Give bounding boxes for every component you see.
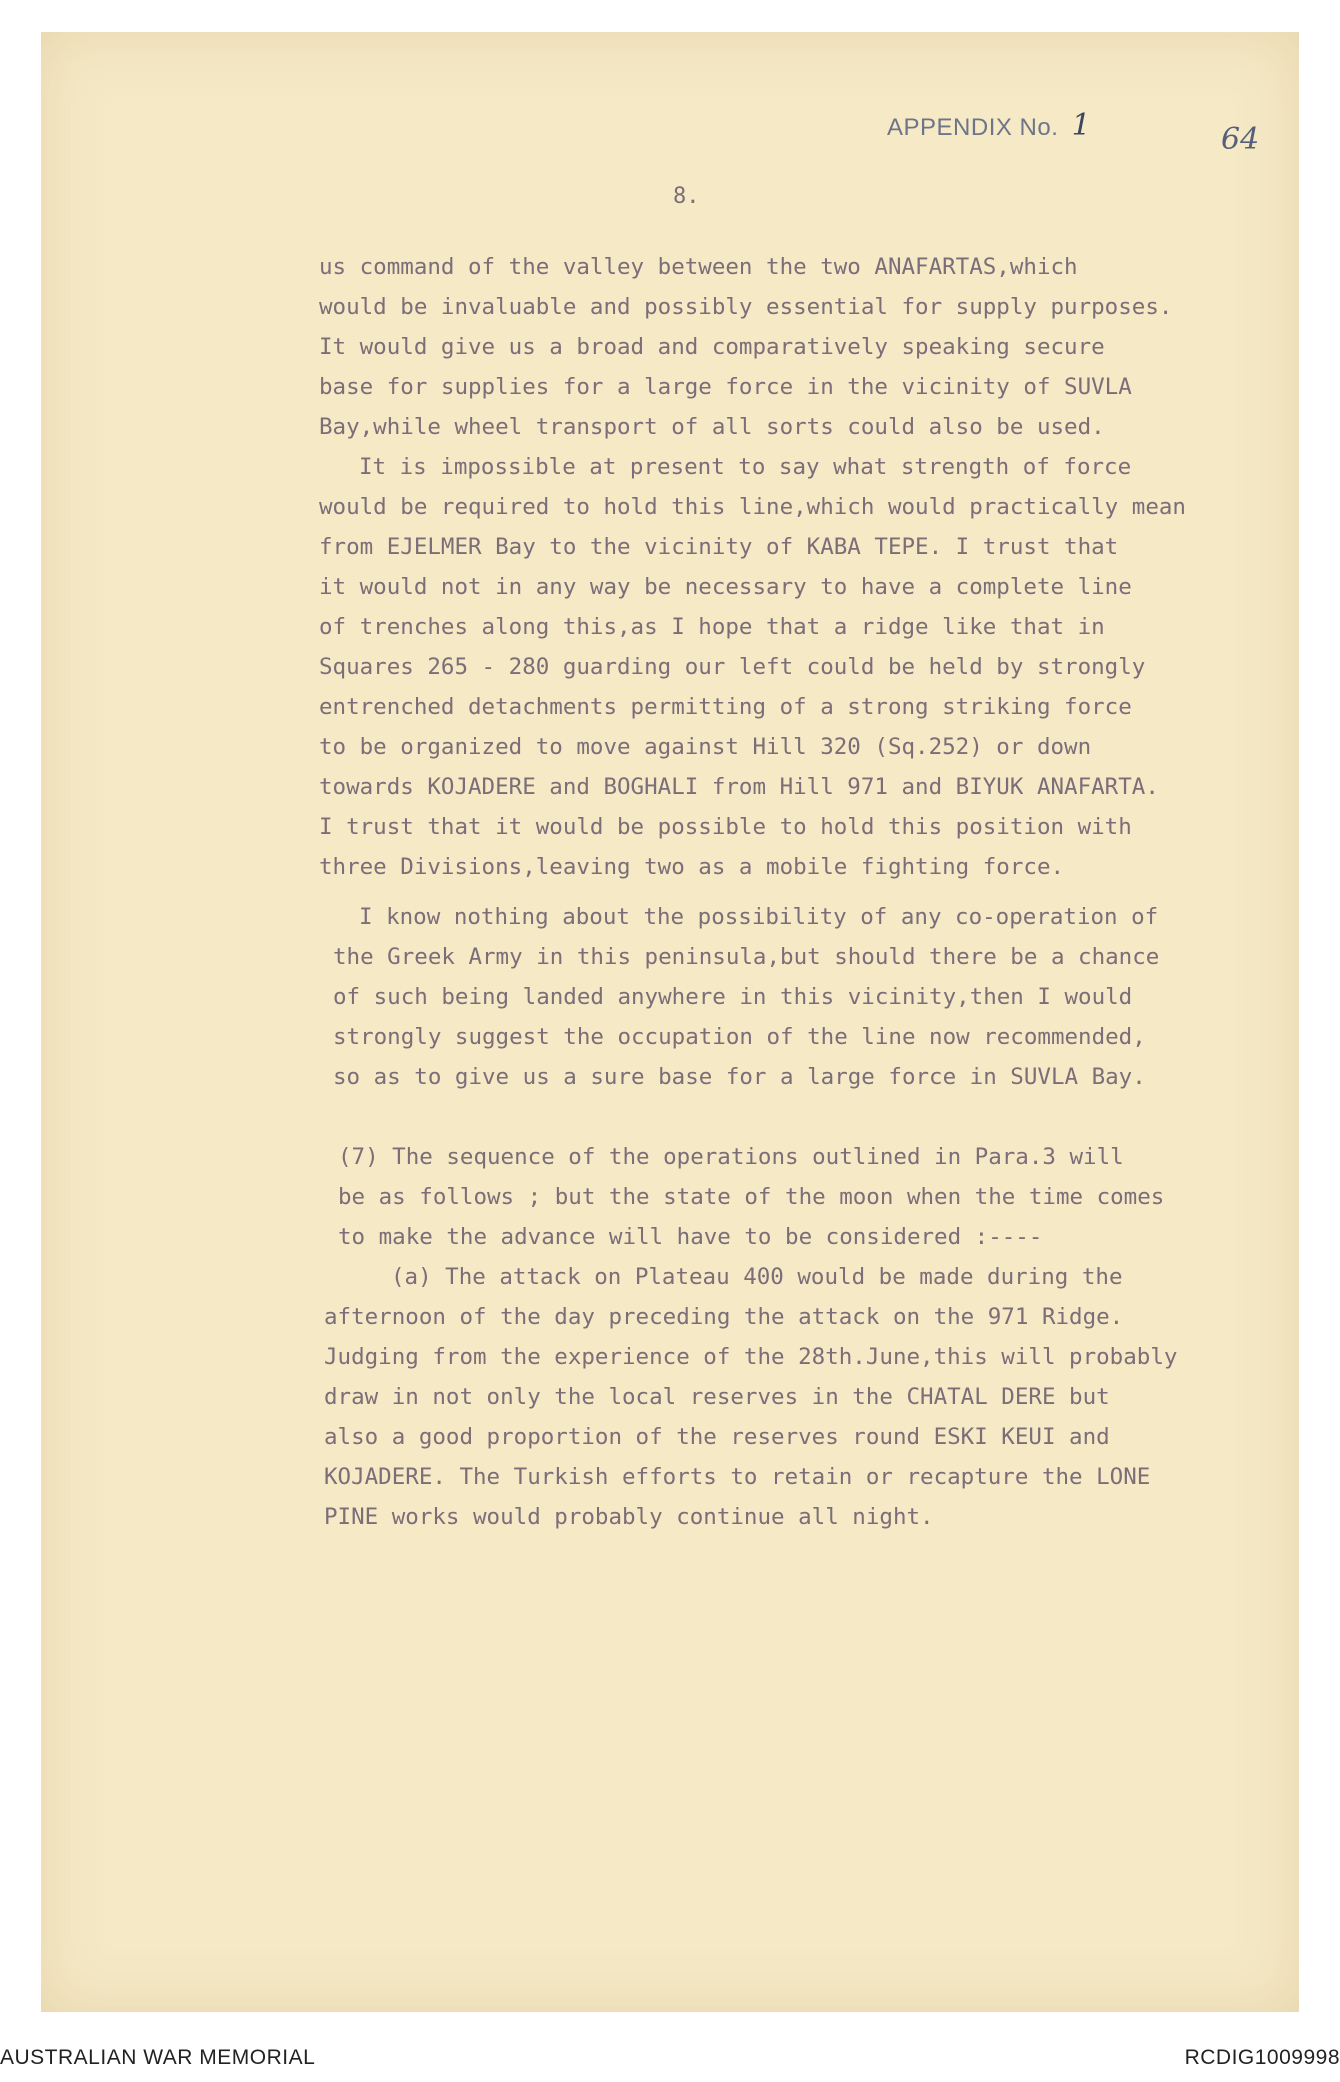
body-line: Squares 265 - 280 guarding our left could be held by strongly [319, 654, 1146, 680]
folio-number: 64 [1221, 122, 1260, 157]
document-page [41, 32, 1299, 2012]
body-line: draw in not only the local reserves in the CHATAL DERE but [324, 1384, 1110, 1410]
body-line: be as follows ; but the state of the moon when the time comes [338, 1184, 1165, 1210]
footer-institution: AUSTRALIAN WAR MEMORIAL [0, 2046, 316, 2069]
body-line: entrenched detachments permitting of a strong striking force [319, 694, 1132, 720]
body-line: so as to give us a sure base for a large force in SUVLA Bay. [333, 1064, 1146, 1090]
body-line: base for supplies for a large force in the vicinity of SUVLA [319, 374, 1132, 400]
body-line: Judging from the experience of the 28th.June,this will probably [324, 1344, 1178, 1370]
body-line: strongly suggest the occupation of the line now recommended, [333, 1024, 1146, 1050]
body-line: of such being landed anywhere in this vicinity,then I would [333, 984, 1133, 1010]
body-line: KOJADERE. The Turkish efforts to retain or recapture the LONE [324, 1464, 1151, 1490]
body-line: It is impossible at present to say what strength of force [359, 454, 1132, 480]
appendix-stamp [887, 108, 1091, 143]
body-line: us command of the valley between the two ANAFARTAS,which [319, 254, 1078, 280]
body-line: to be organized to move against Hill 320 (Sq.252) or down [319, 734, 1092, 760]
body-line: It would give us a broad and comparatively speaking secure [319, 334, 1105, 360]
appendix-number: 1 [1071, 108, 1092, 143]
footer-record-id: RCDIG1009998 [1184, 2046, 1340, 2069]
appendix-label: APPENDIX No. [887, 114, 1059, 141]
body-line: the Greek Army in this peninsula,but should there be a chance [333, 944, 1160, 970]
body-line: of trenches along this,as I hope that a ridge like that in [319, 614, 1105, 640]
body-line: (a) The attack on Plateau 400 would be made during the [391, 1264, 1123, 1290]
body-line: would be required to hold this line,which would practically mean [319, 494, 1186, 520]
body-line: I know nothing about the possibility of any co-operation of [359, 904, 1159, 930]
body-line: afternoon of the day preceding the attack on the 971 Ridge. [324, 1304, 1124, 1330]
body-line: it would not in any way be necessary to have a complete line [319, 574, 1132, 600]
body-line: three Divisions,leaving two as a mobile fighting force. [319, 854, 1065, 880]
page-number: 8. [673, 184, 700, 209]
body-line: I trust that it would be possible to hold this position with [319, 814, 1132, 840]
body-line: PINE works would probably continue all night. [324, 1504, 934, 1530]
body-line: (7) The sequence of the operations outlined in Para.3 will [338, 1144, 1124, 1170]
body-line: also a good proportion of the reserves round ESKI KEUI and [324, 1424, 1110, 1450]
body-line: would be invaluable and possibly essential for supply purposes. [319, 294, 1173, 320]
body-line: Bay,while wheel transport of all sorts could also be used. [319, 414, 1105, 440]
body-line: towards KOJADERE and BOGHALI from Hill 971 and BIYUK ANAFARTA. [319, 774, 1159, 800]
body-line: from EJELMER Bay to the vicinity of KABA TEPE. I trust that [319, 534, 1119, 560]
body-line: to make the advance will have to be considered :---- [338, 1224, 1043, 1250]
